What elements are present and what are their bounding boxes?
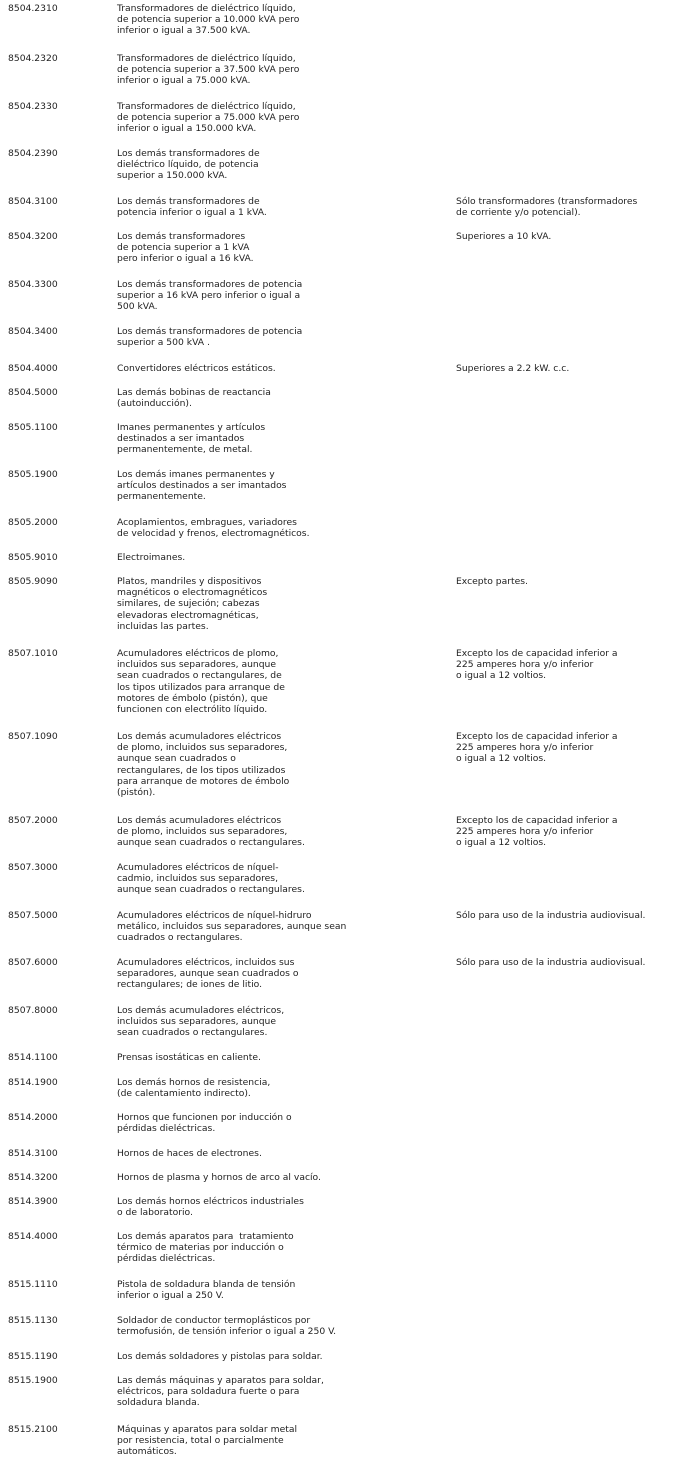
tariff-note: Superiores a 2.2 kW. c.c. xyxy=(456,363,570,374)
tariff-code: 8504.2330 xyxy=(8,101,58,112)
tariff-description: Las demás bobinas de reactancia (autoinducción). xyxy=(117,387,271,410)
tariff-code: 8515.2100 xyxy=(8,1424,58,1435)
tariff-description: Los demás imanes permanentes y artículos destinados a ser imantados permanentemente. xyxy=(117,469,287,503)
tariff-description: Los demás acumuladores eléctricos de plomo, incluidos sus separadores, aunque sean cuadrados o rectangulares. xyxy=(117,815,305,849)
tariff-description: Los demás acumuladores eléctricos de plomo, incluidos sus separadores, aunque sean cuadrados o rectangulares, de los tipos utilizados para arranque de motores de émbolo (pistón). xyxy=(117,731,290,799)
tariff-code: 8504.3400 xyxy=(8,326,58,337)
tariff-description: Transformadores de dieléctrico líquido, de potencia superior a 10.000 kVA pero inferior o igual a 37.500 kVA. xyxy=(117,3,300,37)
tariff-description: Pistola de soldadura blanda de tensión inferior o igual a 250 V. xyxy=(117,1279,296,1302)
tariff-code: 8514.3200 xyxy=(8,1172,58,1183)
tariff-description: Electroimanes. xyxy=(117,552,186,563)
tariff-description: Los demás hornos eléctricos industriales o de laboratorio. xyxy=(117,1196,304,1219)
tariff-description: Acumuladores eléctricos de níquel-hidruro metálico, incluidos sus separadores, aunque sean cuadrados o rectangulares. xyxy=(117,910,347,944)
tariff-code: 8504.2390 xyxy=(8,148,58,159)
tariff-code: 8504.2320 xyxy=(8,53,58,64)
tariff-description: Los demás soldadores y pistolas para soldar. xyxy=(117,1351,323,1362)
tariff-code: 8515.1110 xyxy=(8,1279,58,1290)
tariff-code: 8507.2000 xyxy=(8,815,58,826)
tariff-description: Máquinas y aparatos para soldar metal por resistencia, total o parcialmente automáticos. xyxy=(117,1424,298,1458)
tariff-description: Los demás transformadores de dieléctrico líquido, de potencia superior a 150.000 kVA. xyxy=(117,148,260,182)
tariff-code: 8504.3100 xyxy=(8,196,58,207)
tariff-code: 8507.8000 xyxy=(8,1005,58,1016)
tariff-description: Los demás hornos de resistencia, (de calentamiento indirecto). xyxy=(117,1077,271,1100)
tariff-note: Sólo transformadores (transformadores de corriente y/o potencial). xyxy=(456,196,638,219)
tariff-description: Hornos de plasma y hornos de arco al vacío. xyxy=(117,1172,321,1183)
tariff-description: Convertidores eléctricos estáticos. xyxy=(117,363,276,374)
tariff-code: 8505.1900 xyxy=(8,469,58,480)
tariff-description: Transformadores de dieléctrico líquido, de potencia superior a 75.000 kVA pero inferior o igual a 150.000 kVA. xyxy=(117,101,300,135)
tariff-description: Los demás transformadores de potencia inferior o igual a 1 kVA. xyxy=(117,196,267,219)
tariff-note: Superiores a 10 kVA. xyxy=(456,231,552,242)
tariff-description: Hornos que funcionen por inducción o pérdidas dieléctricas. xyxy=(117,1112,292,1135)
tariff-code: 8507.6000 xyxy=(8,957,58,968)
tariff-code: 8514.3900 xyxy=(8,1196,58,1207)
tariff-code: 8505.1100 xyxy=(8,422,58,433)
tariff-code: 8507.1010 xyxy=(8,648,58,659)
tariff-description: Los demás transformadores de potencia superior a 1 kVA pero inferior o igual a 16 kVA. xyxy=(117,231,254,265)
tariff-code: 8507.5000 xyxy=(8,910,58,921)
tariff-note: Excepto los de capacidad inferior a 225 amperes hora y/o inferior o igual a 12 voltios. xyxy=(456,648,618,682)
tariff-code: 8504.3200 xyxy=(8,231,58,242)
tariff-code: 8514.1900 xyxy=(8,1077,58,1088)
tariff-description: Acumuladores eléctricos de níquel- cadmio, incluidos sus separadores, aunque sean cuadrados o rectangulares. xyxy=(117,862,305,896)
tariff-code: 8505.9090 xyxy=(8,576,58,587)
tariff-description: Imanes permanentes y artículos destinados a ser imantados permanentemente, de metal. xyxy=(117,422,266,456)
tariff-code: 8504.3300 xyxy=(8,279,58,290)
tariff-code: 8504.5000 xyxy=(8,387,58,398)
tariff-code: 8514.2000 xyxy=(8,1112,58,1123)
tariff-note: Sólo para uso de la industria audiovisual. xyxy=(456,957,646,968)
tariff-description: Los demás acumuladores eléctricos, incluidos sus separadores, aunque sean cuadrados o rectangulares. xyxy=(117,1005,285,1039)
tariff-note: Excepto los de capacidad inferior a 225 amperes hora y/o inferior o igual a 12 voltios. xyxy=(456,731,618,765)
tariff-description: Hornos de haces de electrones. xyxy=(117,1148,262,1159)
tariff-description: Los demás aparatos para tratamiento térmico de materias por inducción o pérdidas dieléctricas. xyxy=(117,1231,294,1265)
tariff-description: Soldador de conductor termoplásticos por termofusión, de tensión inferior o igual a 250 V. xyxy=(117,1315,337,1338)
tariff-description: Transformadores de dieléctrico líquido, de potencia superior a 37.500 kVA pero inferior o igual a 75.000 kVA. xyxy=(117,53,300,87)
tariff-code: 8514.1100 xyxy=(8,1052,58,1063)
tariff-code: 8505.9010 xyxy=(8,552,58,563)
tariff-code: 8504.4000 xyxy=(8,363,58,374)
tariff-code: 8514.3100 xyxy=(8,1148,58,1159)
tariff-note: Excepto partes. xyxy=(456,576,528,587)
tariff-description: Las demás máquinas y aparatos para soldar, eléctricos, para soldadura fuerte o para soldadura blanda. xyxy=(117,1375,324,1409)
tariff-description: Acumuladores eléctricos, incluidos sus separadores, aunque sean cuadrados o rectangulares; de iones de litio. xyxy=(117,957,299,991)
tariff-code: 8515.1130 xyxy=(8,1315,58,1326)
tariff-code: 8507.1090 xyxy=(8,731,58,742)
tariff-code: 8504.2310 xyxy=(8,3,58,14)
tariff-description: Acoplamientos, embragues, variadores de velocidad y frenos, electromagnéticos. xyxy=(117,517,310,540)
tariff-note: Sólo para uso de la industria audiovisual. xyxy=(456,910,646,921)
tariff-code: 8505.2000 xyxy=(8,517,58,528)
tariff-code: 8507.3000 xyxy=(8,862,58,873)
tariff-description: Los demás transformadores de potencia superior a 500 kVA . xyxy=(117,326,303,349)
tariff-description: Prensas isostáticas en caliente. xyxy=(117,1052,261,1063)
tariff-description: Acumuladores eléctricos de plomo, incluidos sus separadores, aunque sean cuadrados o rectangulares, de los tipos utilizados para arranque de motores de émbolo (pistón), que funcionen con electrólito líquido. xyxy=(117,648,285,716)
tariff-code: 8514.4000 xyxy=(8,1231,58,1242)
tariff-description: Los demás transformadores de potencia superior a 16 kVA pero inferior o igual a 500 kVA. xyxy=(117,279,303,313)
tariff-code: 8515.1900 xyxy=(8,1375,58,1386)
tariff-description: Platos, mandriles y dispositivos magnéticos o electromagnéticos similares, de sujeción; cabezas elevadoras electromagnéticas, incluidas las partes. xyxy=(117,576,268,632)
tariff-note: Excepto los de capacidad inferior a 225 amperes hora y/o inferior o igual a 12 voltios. xyxy=(456,815,618,849)
tariff-code: 8515.1190 xyxy=(8,1351,58,1362)
